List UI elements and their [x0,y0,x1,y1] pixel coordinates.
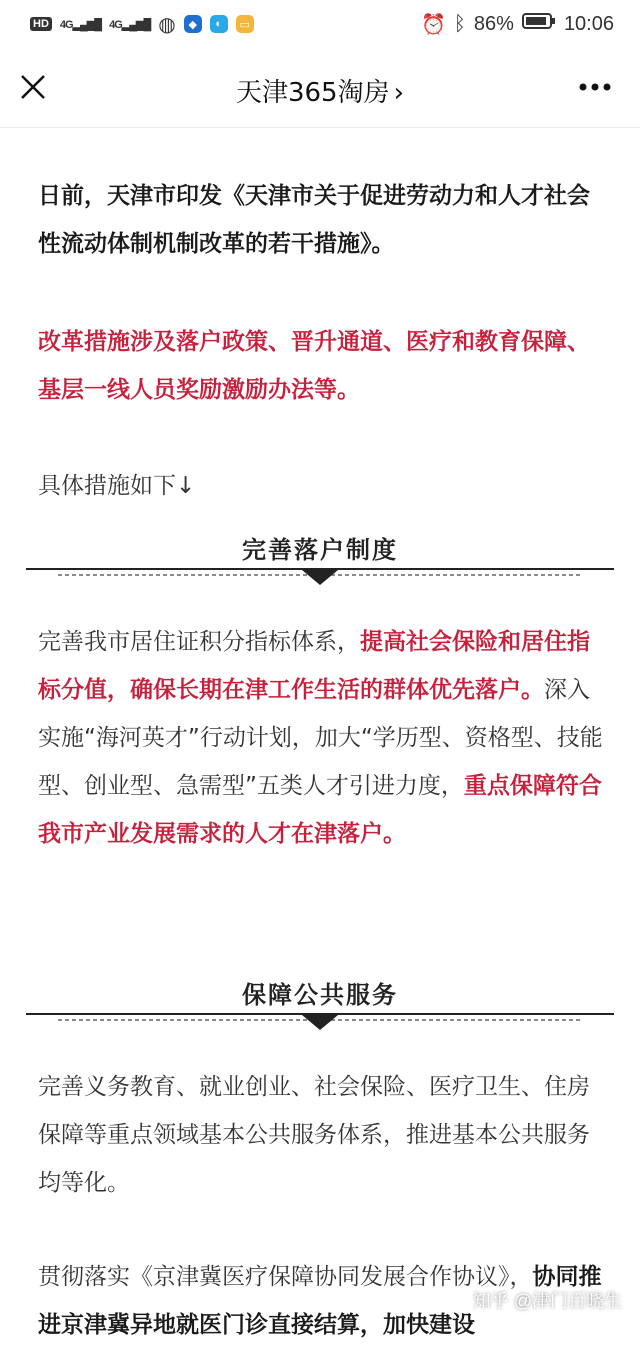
section1-text-c: 深入实施“海河英才”行动计划，加大“学历型、资格型、技能型、创业型、急需型”五类人才引进力度， [38,677,603,799]
section1-text-a: 完善我市居住证积分指标体系， [38,629,360,655]
account-title-link[interactable] [0,72,640,109]
more-icon[interactable] [578,82,612,92]
hd-icon: HD [30,17,52,31]
folder-app-icon: ▭ [236,15,254,33]
section-title: 完善落户制度 [242,536,398,564]
bluetooth-icon: ᛒ [453,12,466,35]
section-title: 保障公共服务 [242,981,398,1009]
status-bar-left [30,12,254,37]
signal-icon: 4G▂▄▆█ [59,18,102,31]
section1-body [38,618,604,858]
shield-app-icon: ◆ [184,15,202,33]
chevron-right-icon: › [393,78,405,108]
section2-text-a: 贯彻落实《京津冀医疗保障协同发展合作协议》， [38,1264,533,1290]
section-heading [26,975,614,1045]
clock-time: 10:06 [563,12,614,35]
globe-icon: ◍ [158,13,176,36]
status-bar [0,0,640,48]
watermark: 知乎 @津门百晓生 [472,1291,622,1311]
section-divider [26,1013,614,1037]
battery-percent: 86% [473,12,514,35]
alarm-icon: ⏰ [421,13,446,36]
nav-bar [0,48,640,128]
account-title: 天津365淘房 [235,78,390,108]
sim1-label: 4G [59,18,73,31]
section1-text-d: 重点保障符合我市产业发展需求的人才在津落户。 [38,773,602,847]
intro-text: 具体措施如下↓ [38,473,196,499]
lead-paragraph: 日前，天津市印发《天津市关于促进劳动力和人才社会性流动体制机制改革的若干措施》。 [38,183,590,257]
browser-app-icon: ◐ [210,15,228,33]
section1-paragraph [38,618,604,858]
section2-text-b: 协同推进京津冀异地就医门诊直接结算，加快建设 [38,1264,602,1338]
section2-paragraph-1: 完善义务教育、就业创业、社会保险、医疗卫生、住房保障等重点领域基本公共服务体系，推进基本公共服务均等化。 [38,1074,590,1196]
signal-icon: 4G▂▄▆█ [109,18,151,31]
sim2-label: 4G [109,18,122,31]
section1-text-b: 提高社会保险和居住指标分值，确保长期在津工作生活的群体优先落户。 [38,629,590,703]
status-bar-right [421,12,614,37]
article-body [38,128,604,510]
highlight-paragraph: 改革措施涉及落户政策、晋升通道、医疗和教育保障、基层一线人员奖励激励办法等。 [38,329,590,403]
section-divider [26,568,614,592]
battery-icon [522,12,556,36]
section-heading [26,530,614,600]
